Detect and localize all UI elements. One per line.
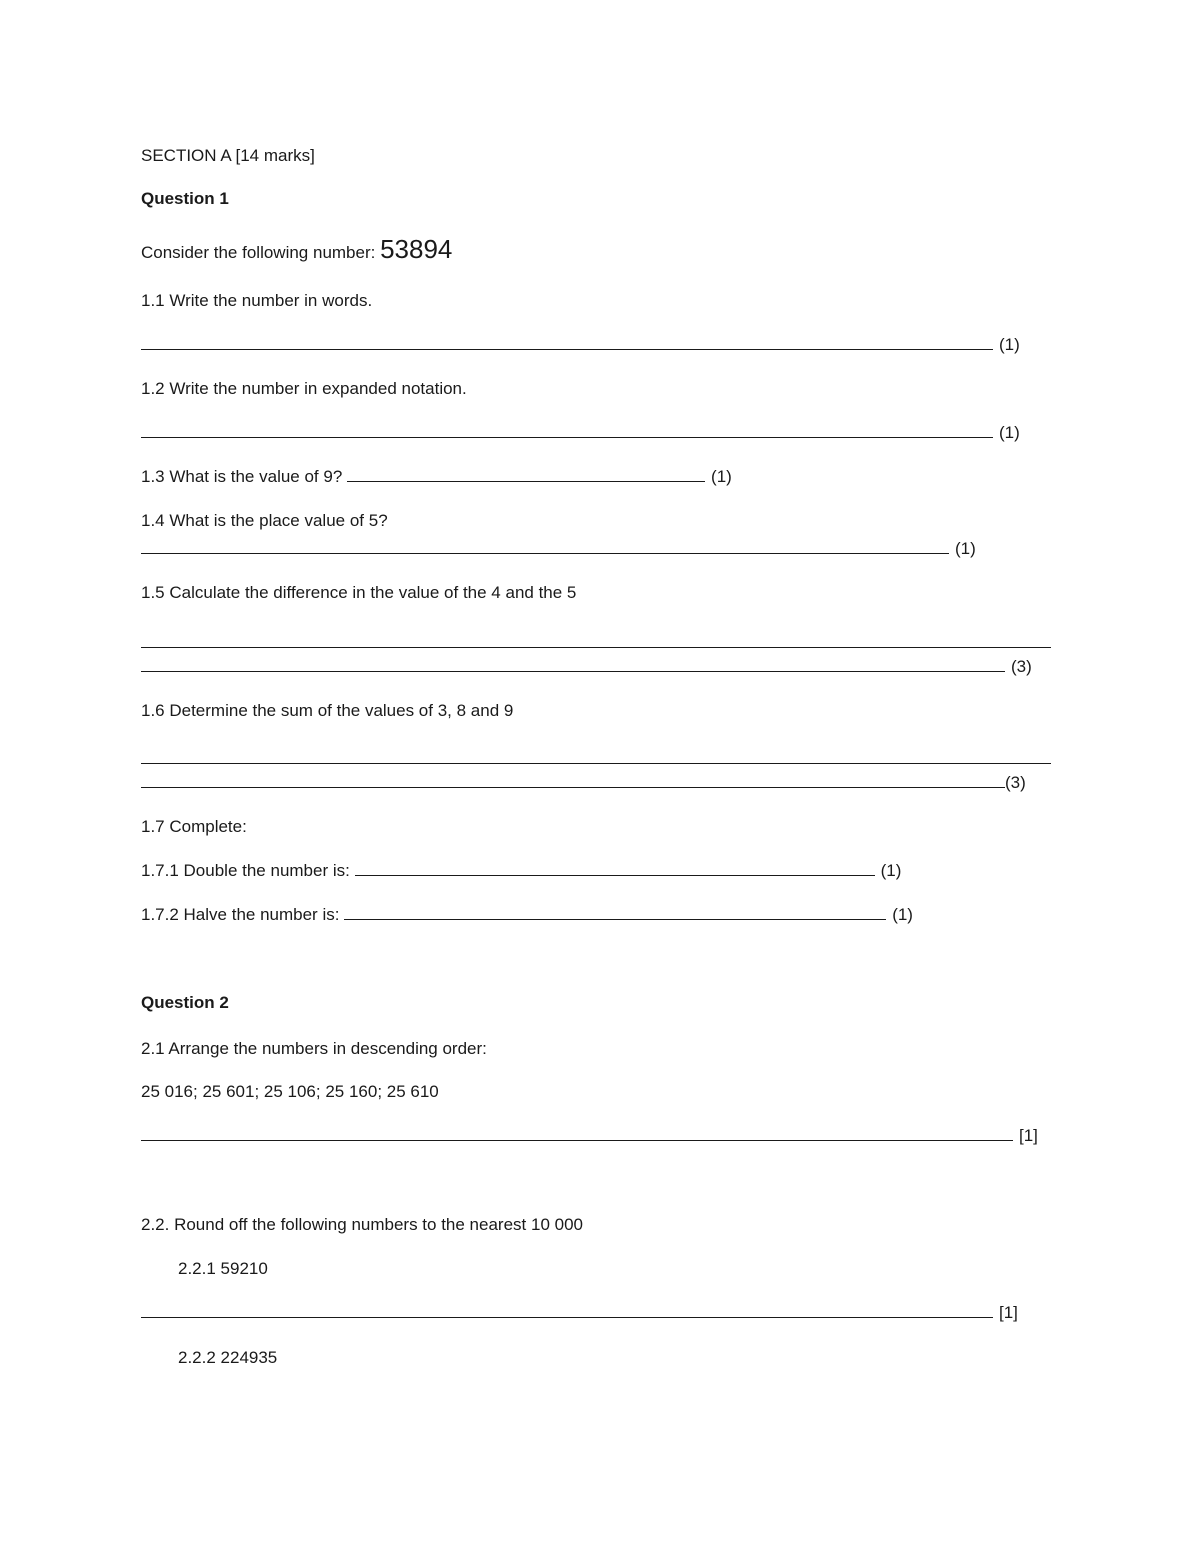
answer-row-1-6b: [141, 772, 1026, 794]
answer-line-1-4[interactable]: [141, 539, 949, 554]
mark-2-1: [1]: [1019, 1126, 1038, 1145]
question-1-4-text: 1.4 What is the place value of 5?: [141, 511, 388, 530]
answer-line-2-2-1[interactable]: [141, 1303, 993, 1318]
question-2-2-2-text: 2.2.2 224935: [178, 1348, 278, 1367]
mark-1-4: (1): [955, 539, 976, 558]
question-1-3-text: 1.3 What is the value of 9?: [141, 467, 343, 486]
question-1-7-2-text: 1.7.2 Halve the number is:: [141, 905, 340, 924]
mark-1-6: (3): [1005, 773, 1026, 792]
mark-1-1: (1): [999, 335, 1020, 354]
question-2-2-text: 2.2. Round off the following numbers to the nearest 10 000: [141, 1215, 583, 1234]
mark-2-2-1: [1]: [999, 1303, 1018, 1322]
question-2-2-1-text: 2.2.1 59210: [178, 1259, 268, 1278]
answer-row-1-4: [141, 538, 976, 560]
answer-row-1-6a: [141, 748, 1057, 770]
question-1-7-1-row: [141, 860, 901, 882]
mark-1-5: (3): [1011, 657, 1032, 676]
answer-line-1-6b[interactable]: [141, 773, 1005, 788]
answer-row-1-5b: [141, 656, 1032, 678]
answer-row-1-1: [141, 334, 1020, 356]
answer-line-2-1[interactable]: [141, 1126, 1013, 1141]
answer-line-1-3[interactable]: [347, 467, 705, 482]
question-2-title: Question 2: [141, 993, 229, 1012]
mark-1-7-1: (1): [880, 861, 902, 880]
mark-1-3: (1): [711, 467, 732, 486]
question-1-intro-row: [141, 234, 453, 264]
answer-row-2-1: [141, 1125, 1038, 1147]
answer-row-1-5a: [141, 632, 1057, 654]
answer-line-1-2[interactable]: [141, 423, 993, 438]
answer-line-1-5b[interactable]: [141, 657, 1005, 672]
question-1-3-row: [141, 466, 732, 488]
answer-row-1-2: [141, 422, 1020, 444]
given-number: 53894: [380, 234, 453, 264]
section-heading: SECTION A [14 marks]: [141, 146, 315, 165]
mark-1-2: (1): [999, 423, 1020, 442]
question-1-7-text: 1.7 Complete:: [141, 817, 247, 836]
question-1-6-text: 1.6 Determine the sum of the values of 3, 8 and 9: [141, 701, 514, 720]
question-1-1-text: 1.1 Write the number in words.: [141, 291, 373, 310]
answer-line-1-1[interactable]: [141, 335, 993, 350]
answer-line-1-5a[interactable]: [141, 633, 1051, 648]
mark-1-7-2: (1): [892, 905, 913, 924]
question-2-1-text: 2.1 Arrange the numbers in descending order:: [141, 1039, 487, 1058]
question-1-7-1-text: 1.7.1 Double the number is:: [141, 861, 350, 880]
question-1-title: Question 1: [141, 189, 229, 208]
answer-row-2-2-1: [141, 1302, 1018, 1324]
answer-line-1-7-2[interactable]: [344, 905, 886, 920]
question-1-2-text: 1.2 Write the number in expanded notation.: [141, 379, 467, 398]
answer-line-1-7-1[interactable]: [355, 861, 875, 876]
question-1-5-text: 1.5 Calculate the difference in the value of the 4 and the 5: [141, 583, 577, 602]
question-1-intro: Consider the following number:: [141, 243, 376, 262]
question-1-7-2-row: [141, 904, 913, 926]
answer-line-1-6a[interactable]: [141, 749, 1051, 764]
question-2-1-numbers: 25 016; 25 601; 25 106; 25 160; 25 610: [141, 1082, 439, 1101]
